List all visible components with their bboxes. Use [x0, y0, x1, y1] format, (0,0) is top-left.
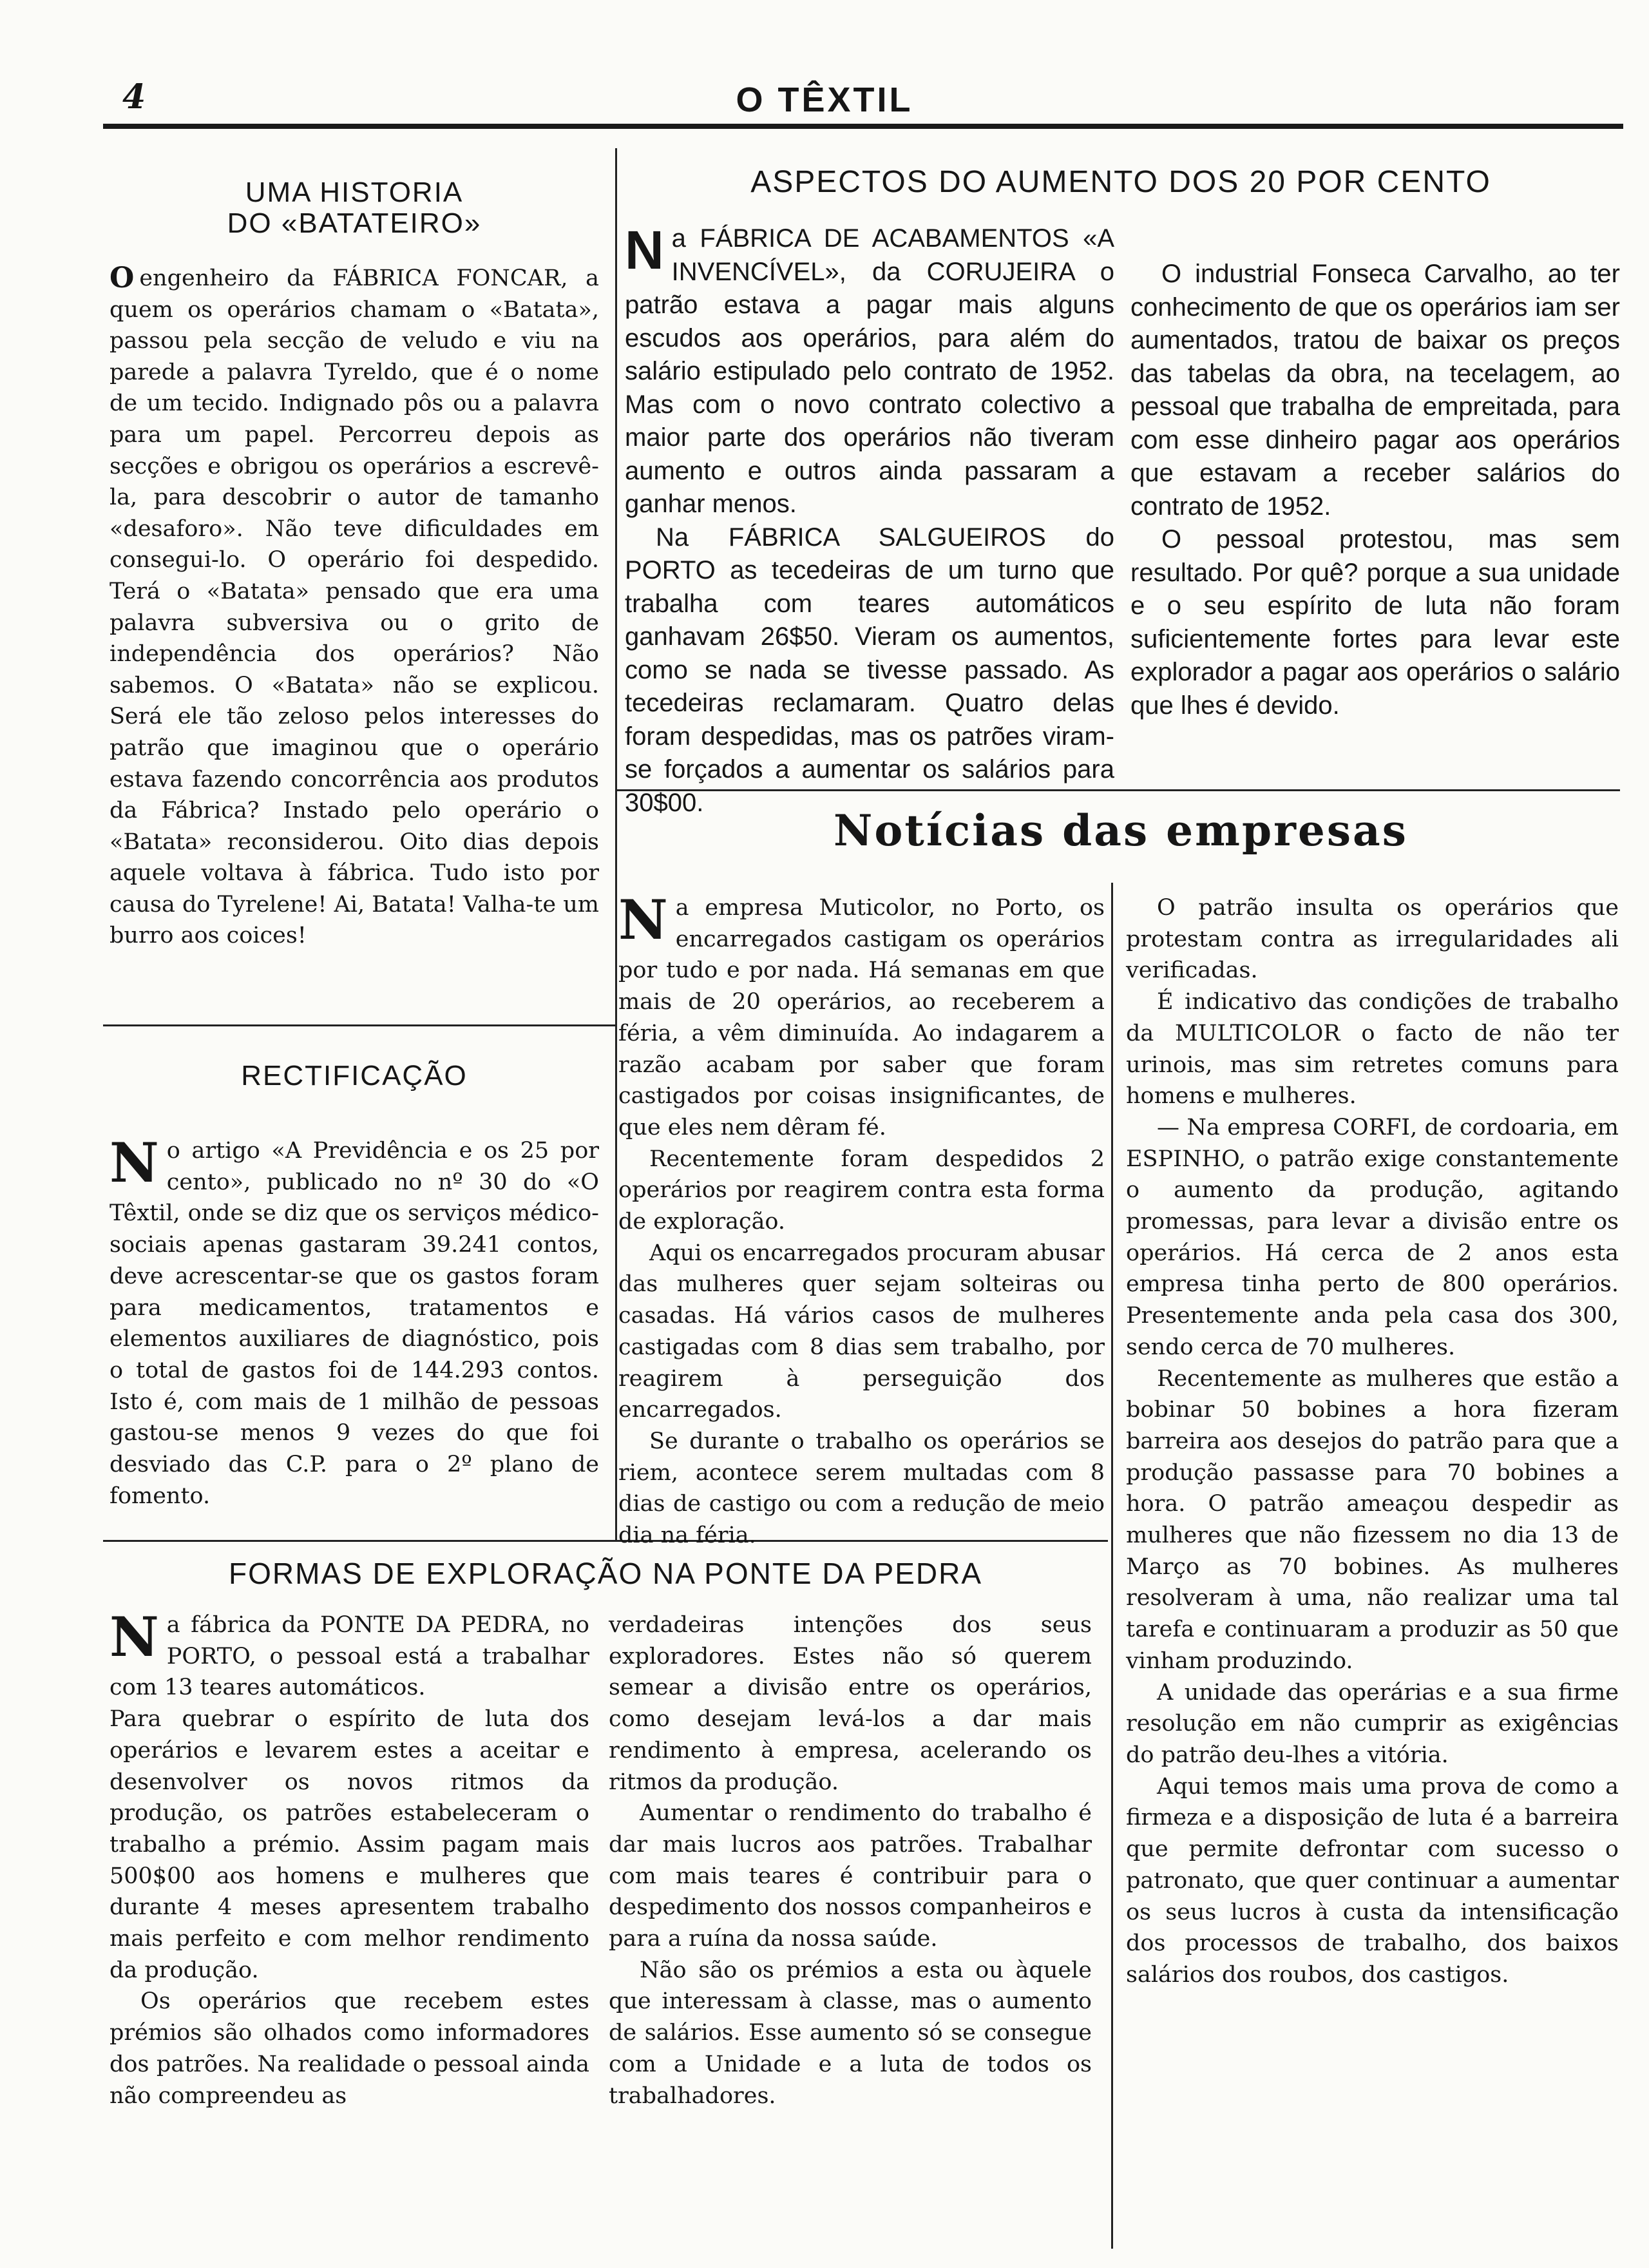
- aspectos-col1: [625, 222, 1114, 820]
- noticias-col1-p2: Recentemente foram despedidos 2 operários por reagirem contra esta forma de exploração.: [618, 1146, 1105, 1235]
- aspectos-col2-p1: O industrial Fonseca Carvalho, ao ter conhecimento de que os operários iam ser aumentados, tratou de baixar os preços das tabelas da obra, na tecelagem, ao pessoal que trabalha de empreitada, para com esse dinheiro pagar aos operários que estavam a receber salários do contrato de 1952.: [1130, 260, 1620, 521]
- aspectos-col2-p2: O pessoal protestou, mas sem resultado. Por quê? porque a sua unidade e o seu espírito de luta não foram suficientemente fortes para levar este explorador a pagar aos operários o salário que lhes é devido.: [1130, 525, 1620, 720]
- formas-col1-p3: Os operários que recebem estes prémios são olhados como informadores dos patrões. Na realidade o pessoal ainda não compreendeu as: [110, 1988, 589, 2109]
- newspaper-title: O TÊXTIL: [736, 81, 913, 119]
- aspectos-dropcap: N: [625, 220, 664, 280]
- formas-col1-p2: Para quebrar o espírito de luta dos operários e levarem estes a aceitar e desenvolver os novos ritmos da produção, os patrões estabeleceram o trabalho a prémio. Assim pagam mais 500$00 aos homens e mulheres que durante 4 meses apresentem trabalho mais perfeito e com melhor rendimento da produção.: [110, 1706, 589, 1983]
- batateiro-title-line1: UMA HISTORIA: [245, 177, 464, 208]
- formas-col2-p3: Não são os prémios a esta ou àquele que interessam à classe, mas o aumento de salários. Esse aumento só se consegue com a Unidade e a luta de todos os trabalhadores.: [609, 1957, 1092, 2109]
- rectificacao-title: RECTIFICAÇÃO: [241, 1060, 468, 1091]
- formas-col1: [110, 1605, 589, 2111]
- formas-col2: [609, 1610, 1092, 2111]
- batateiro-dropcap: O: [110, 262, 135, 294]
- aspectos-col1-p2: Na FÁBRICA SALGUEIROS do PORTO as tecedeiras de um turno que trabalha com teares automáticos ganhavam 26$50. Vieram os aumentos, como se nada se tivesse passado. As tecedeiras reclamaram. Quatro delas foram despedidas, mas os patrões viram-se forçados a aumentar os salários para 30$00.: [625, 523, 1114, 817]
- noticias-col1-p1: a empresa Muticolor, no Porto, os encarregados castigam os operários por tudo e por nada. Há semanas em que mais de 20 operários, ao receberem a féria, a vêm diminuída. Ao indagarem a razão acabam por saber que foram castigados por coisas insignificantes, de que eles nem dêram fé.: [618, 895, 1105, 1140]
- noticias-col2: [1126, 892, 1619, 1991]
- formas-dropcap: N: [110, 1605, 159, 1669]
- batateiro-article: [110, 263, 599, 952]
- masthead-rule: [103, 124, 1623, 129]
- page-number: 4: [122, 77, 146, 117]
- main-column-divider: [615, 148, 617, 1540]
- aspectos-col1-p1: a FÁBRICA DE ACABAMENTOS «A INVENCÍVEL», da CORUJEIRA o patrão estava a pagar mais alguns escudos aos operários, para além do salário estipulado pelo contrato de 1952. Mas com o novo contrato colectivo a maior parte dos operários não tiveram aumento e outros ainda passaram a ganhar menos.: [625, 224, 1114, 518]
- formas-col1-p1: a fábrica da PONTE DA PEDRA, no PORTO, o pessoal está a trabalhar com 13 teares automáticos.: [110, 1612, 589, 1701]
- noticias-col1: [618, 888, 1105, 1552]
- batateiro-title-line2: DO «BATATEIRO»: [227, 207, 482, 239]
- formas-col2-p2: Aumentar o rendimento do trabalho é dar mais lucros aos patrões. Trabalhar com mais teares é contribuir para o despedimento dos nossos companheiros e para a ruína da nossa saúde.: [609, 1800, 1092, 1952]
- noticias-col1-p4: Se durante o trabalho os operários se riem, acontece serem multadas com 8 dias de castigo ou com a redução de meio dia na féria.: [618, 1428, 1105, 1549]
- batateiro-bottom-rule: [103, 1024, 615, 1026]
- batateiro-body: engenheiro da FÁBRICA FONCAR, a quem os operários chamam o «Batata», passou pela secção de veludo e viu na parede a palavra Tyreldo, que é o nome de um tecido. Indignado pôs ou a palavra para um papel. Percorreu depois as secções e obrigou os operários a escrevê-la, para descobrir o autor de tamanho «desaforo». Não teve dificuldades em consegui-lo. O operário foi despedido. Terá o «Batata» pensado que era uma palavra subversiva ou o grito de independência dos operários? Não sabemos. O «Batata» não se explicou. Será ele tão zeloso pelos interesses do patrão que imaginou que o operário estava fazendo concorrência aos produtos da Fábrica? Instado pelo operário o «Batata» reconsiderou. Oito dias depois aquele voltava à fábrica. Tudo isto por causa do Tyrelene! Ai, Batata! Valha-te um burro aos coices!: [110, 265, 599, 949]
- noticias-dropcap: N: [618, 888, 668, 952]
- aspectos-col2: [1130, 258, 1620, 722]
- noticias-title: Notícias das empresas: [834, 805, 1408, 856]
- aspectos-title: ASPECTOS DO AUMENTO DOS 20 POR CENTO: [750, 165, 1491, 199]
- noticias-col2-p4: Recentemente as mulheres que estão a bobinar 50 bobines a hora fizeram barreira aos desejos do patrão para que a produção passasse para 70 bobines a hora. O patrão ameaçou despedir as mulheres que não fizessem no dia 13 de Março as 70 bobines. As mulheres resolveram à uma, não realizar uma tal tarefa e continuaram a produzir as 50 que vinham produzindo.: [1126, 1365, 1619, 1674]
- rectificacao-dropcap: N: [110, 1131, 159, 1195]
- rectificacao-article: [110, 1131, 599, 1512]
- formas-title: FORMAS DE EXPLORAÇÃO NA PONTE DA PEDRA: [228, 1557, 983, 1590]
- noticias-col1-p3: Aqui os encarregados procuram abusar das mulheres quer sejam solteiras ou casadas. Há vários casos de mulheres castigadas com 8 dias sem trabalho, por reagirem à perseguição dos encarregados.: [618, 1240, 1105, 1423]
- formas-col2-p1: verdadeiras intenções dos seus exploradores. Estes não só querem semear a divisão entre os operários, como desejam levá-los a dar mais rendimento à empresa, acelerando os ritmos da produção.: [609, 1612, 1092, 1795]
- batateiro-title: [110, 177, 599, 239]
- noticias-col2-p6: Aqui temos mais uma prova de como a firmeza e a disposição de luta é a barreira que permite defrontar com sucesso o patronato, que quer continuar a aumentar os seus lucros à custa da intensificação dos processos de trabalho, dos baixos salários dos roubos, dos castigos.: [1126, 1773, 1619, 1988]
- noticias-col2-p5: A unidade das operárias e a sua firme resolução em não cumprir as exigências do patrão deu-lhes a vitória.: [1126, 1679, 1619, 1768]
- noticias-col2-p2: É indicativo das condições de trabalho da MULTICOLOR o facto de não ter urinois, mas sim retretes comuns para homens e mulheres.: [1126, 989, 1619, 1110]
- rectificacao-body: o artigo «A Previdência e os 25 por cento», publicado no nº 30 do «O Têxtil, onde se diz que os serviços médico-sociais apenas gastaram 39.241 contos, deve acrescentar-se que os gastos foram para medicamentos, tratamentos e elementos auxiliares de diagnóstico, pois o total de gastos foi de 144.293 contos. Isto é, com mais de 1 milhão de pessoas gastou-se menos 9 vezes do que foi desviado das C.P. para o 2º plano de fomento.: [110, 1138, 599, 1509]
- noticias-col2-p1: O patrão insulta os operários que protestam contra as irregularidades ali verificadas.: [1126, 895, 1619, 984]
- noticias-column-divider: [1111, 883, 1113, 2249]
- noticias-col2-p3: — Na empresa CORFI, de cordoaria, em ESPINHO, o patrão exige constantemente o aumento da produção, agitando promessas, para levar a divisão entre os operários. Há cerca de 2 anos esta empresa tinha perto de 800 operários. Presentemente anda pela casa dos 300, sendo cerca de 70 mulheres.: [1126, 1114, 1619, 1360]
